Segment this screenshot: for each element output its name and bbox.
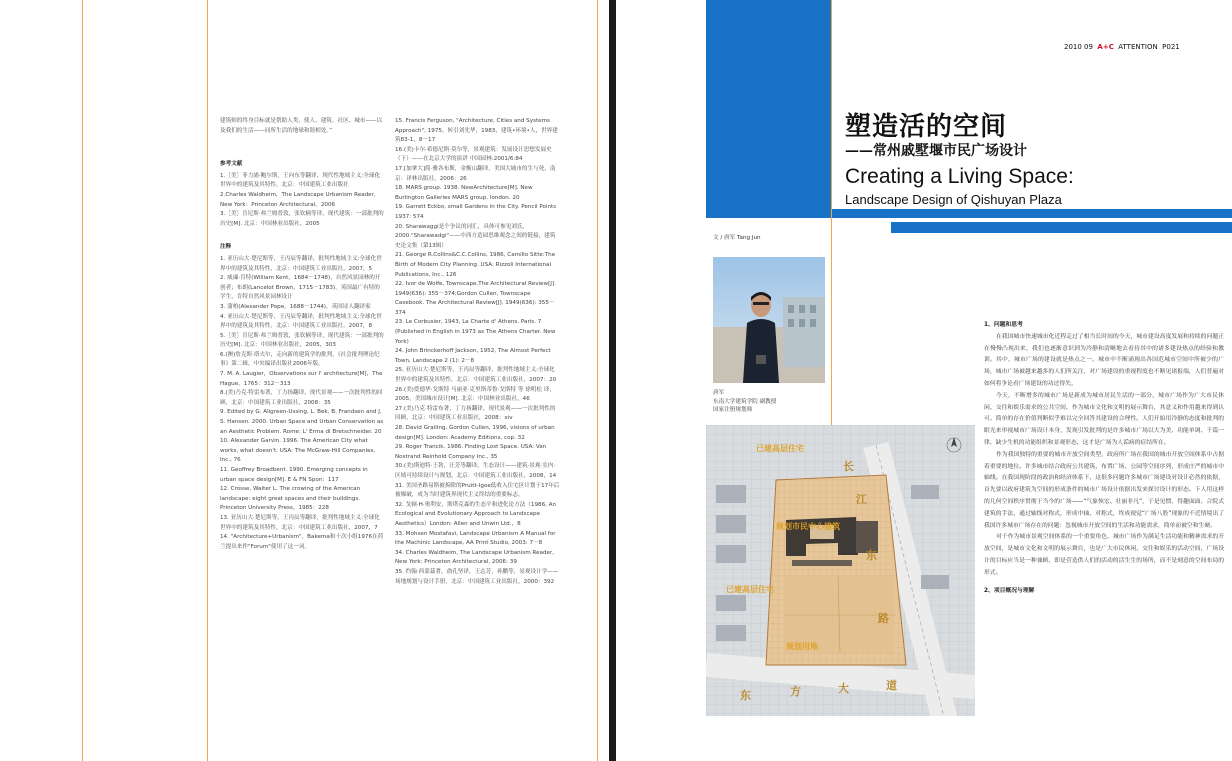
note-item: 17.[加拿大]简·雅各布斯，金衡山翻译，美国大城市的生与死，南京：译林出版社，2006：26 <box>395 165 556 182</box>
left-column-rule <box>207 0 208 761</box>
blue-band-gap <box>831 218 891 233</box>
left-column-1 <box>220 117 384 552</box>
note-item: 19. Garrett Eckbo, small Gardens in the City. Pencil Points 1937: 574 <box>395 204 557 220</box>
note-item: 20. Sharawaggi是个争议的词汇，具体可参见刘氏，2000."Sharawadgi"——中西方造园思维观念之间的链接，建筑史论文集（第13辑） <box>395 223 556 249</box>
subtitle-english: Landscape Design of Qishuyan Plaza <box>845 192 1062 207</box>
left-page <box>0 0 610 761</box>
note-item: 14. "Architecture+Urbanism"，Bakema和十次小组1976在荷兰提出来作"Forum"使用了这一词。 <box>220 534 384 550</box>
label-planned-site: 规划用地 <box>786 642 818 651</box>
note-item: 24. John Brinckerhoff Jackson, 1952, The Almost Perfect Town, Landscape 2 (1): 2－8 <box>395 348 551 364</box>
label-existing-highrise-top: 已建高层住宅 <box>756 444 804 453</box>
page-number: P021 <box>1162 43 1180 51</box>
issue-date: 2010 09 <box>1064 43 1093 51</box>
left-margin-rule <box>82 0 83 761</box>
byline: 文 / 唐军 Tang Jun <box>713 235 761 241</box>
site-plan-image <box>706 425 975 716</box>
road-char-e4: 路 <box>878 612 889 625</box>
author-title: 国家注册规划师 <box>713 407 753 414</box>
article-body <box>984 320 1224 597</box>
running-header <box>1064 43 1180 51</box>
note-item: 31. 美国圣路易斯被拆除的Pruitt-Igoe低收入住宅区计划于17年后被爆破，成为当时建筑界现代主义终结的重要标志。 <box>395 482 560 499</box>
note-item: 3. 蒲柏(Alexander Pope，1688－1744)，英国诗人翻译家 <box>220 303 371 310</box>
note-item: 27.(美)乃克·特雷布著，丁力扬翻译，现代景观——一次批判性的回顾，北京：中国建筑工业出版社，2008：xiv <box>395 405 556 422</box>
title-chinese: 塑造活的空间 <box>845 112 1008 142</box>
road-char-e1: 长 <box>843 460 854 473</box>
intro-quote: 建筑师的终身目标就是帮助人类，使人、建筑、社区、城市——以及我们的生活——同所生活的地球和谐相处。” <box>220 118 383 134</box>
note-item: 8.(美)乃克·特雷布著，丁力扬翻译，现代景观——一次批判性的回顾，北京：中国建筑工业出版社，2008：35 <box>220 390 383 406</box>
note-item: 1. 亚历山大·楚尼斯等，王丙辰等翻译，批判性地域主义:全球化世界中的建筑及其特性，北京：中国建筑工业出版社，2007，5 <box>220 255 382 272</box>
note-item: 10. Alexander Garvin. 1996. The American City what works, what doesn't. USA: The McGraw-Hill Companies, Inc., 76 <box>220 438 376 464</box>
label-civic-center: 规划市民中心建筑 <box>776 522 840 531</box>
subtitle-chinese: ——常州戚墅堰市民广场设计 <box>845 143 1027 159</box>
right-vertical-rule <box>831 0 832 425</box>
author-affiliation: 东南大学建筑学院 副教授 <box>713 398 777 405</box>
right-page <box>616 0 1232 761</box>
note-item: 25. 亚历山大·楚尼斯等，王丙辰等翻译，批判性地域主义:全球化世界中的建筑及其特性，北京：中国建筑工业出版社，2007：20 <box>395 367 557 384</box>
note-item: 34. Charles Waldheim, The Landscape Urbanism Reader, New York: Princeton Architectural, 2006: 39 <box>395 549 554 566</box>
note-item: 21. George R.Collins&C.C.Collins, 1986, Camillo Sitte:The Birth of Modern City Planning. USA: Rizzoli International Publications, Inc., 126 <box>395 252 556 278</box>
note-item: 6.(澳)詹克斯·塔夫尔，走向新的建筑学的批判，《社会批判理论纪事》第二辑，中央编译出版社2006年版。 <box>220 351 380 368</box>
note-item: 32. 戈顿·H·奥利安，斯塔克森的生态平和进化论方法（1986, An Ecological and Evolutionary Approach to Landscape Aesthetics）London: Allen and Unwin Ltd.，8 <box>395 501 557 527</box>
note-item: 12. Crosse, Walter L. The crowing of the American landscape: eight great spaces and their buildings. Princeton University Press，1985：228 <box>220 486 361 512</box>
road-char-e2: 江 <box>856 493 867 506</box>
author-name: 唐军 <box>713 390 725 396</box>
section-heading-1: 1、问题和思考 <box>984 322 1023 328</box>
left-column-2 <box>395 117 560 587</box>
blue-band-top <box>831 209 1232 218</box>
road-char-n3: 大 <box>838 682 849 695</box>
notes-heading: 注释 <box>220 244 232 251</box>
note-item: 26.(美)爱德华·戈斯特 马丽亚·克里斯蒂鲁·戈斯特 等 徐明松 译，2005，美国城市设计[M]. 北京：中国林业出版社，46 <box>395 386 555 403</box>
body-paragraph-3: 作为我国独特的重要的城市开放空间类型，政府所广场在我国的城市开放空间体系中占据着重要的地位。许多城市结合政府公共建筑，布置广场、公园等空间序列，形成庄严的城市中轴线。在我国现阶段的政治和经济体系下，这很多问题许多城市广场建设对设计必然的依据，首先要以政府建筑为空间的形成条件的城市广场设计依据出发来探讨设计的形态。下人用这样的几何空间秩序贯彻于当今的广场——“气象恢宏、壮丽非凡”，于是见惯，得趣面面。合院式建筑的手法，通过轴线对称式，形成中轴、对称式，终成视觉“广场八股”现象的不近情境出了我国许多城市广场存在的问题：忽视城市开放空间的生活和功能需求，简单而被空和生硬。 <box>984 451 1224 529</box>
note-item: 33. Mohsen Mostafavi, Landscape Urbanism A Manual for the Machinic Landscape, AA Print Studio, 2003: 7－8 <box>395 530 556 547</box>
note-item: 11. Geoffrey Broadbent. 1990. Emerging concepts in urban space design[M]. E & FN Spon：117 <box>220 467 368 483</box>
body-paragraph-4: 对于作为城市景观空间体系的一个重要角色，城市广场作为满足生活功能和精神需求的开放空间，是城市文化和文明的展示舞台，也是广大市民休闲、交往和娱乐的活动空间，广场设计的目标应当是一种兼顾，即是营造供人们的活动的活生生的场所，而不是刻意的空间布局的形式。 <box>984 534 1224 576</box>
references-list <box>220 172 384 230</box>
note-item: 16.(美)卡尔·希德尼斯·莫尔等，景观建筑：发展设计思想发展史（下）——在北京大学的演讲 中国园林:2001/6:84 <box>395 146 552 163</box>
note-item: 29. Roger Trancik. 1986. Finding Lost Space. USA: Van Nostrand Reinhold Company Inc., 35 <box>395 444 547 460</box>
brand-logo: A+C <box>1097 43 1114 51</box>
note-item: 4. 亚历山大·楚尼斯等，王丙辰等翻译，批判性地域主义:全球化世界中的建筑及其特性，北京：中国建筑工业出版社，2007，8 <box>220 313 382 330</box>
reference-item: 2.Charles Waldheim，The Landscape Urbanism Reader，New York：Princeton Architectural，2006 <box>220 191 380 208</box>
note-item: 22. Ivor de Wolfe, Townscape.The Architectural Review[J]. 1949(636): 355－374;Gordon Cullen, Townscape Casebook. The Architectural Review[J]. 1949(636): 355－374 <box>395 281 556 316</box>
road-char-e3: 东 <box>866 549 877 562</box>
author-caption <box>713 389 776 415</box>
road-char-n1: 东 <box>740 689 751 702</box>
title-english: Creating a Living Space: <box>845 165 1074 188</box>
note-item: 13. 亚历山大·楚尼斯等，王丙辰等翻译，批判性地域主义:全球化世界中的建筑及其特性，北京：中国建筑工业出版社，2007，7 <box>220 514 380 531</box>
author-photo <box>713 257 825 383</box>
note-item: 9. Edited by G. Aligreen-Ussing, L. Bek, B. Frandsen and J. S. Hansen. 2000. Urban Space and Urban Conservation as an Aesthetic Problem. Rome: L' Erma di Bretschneider. 20 <box>220 409 384 435</box>
note-item: 18. MARS group. 1938. NewArchitecture[M]. New Burlington Galleries MARS group. london. 20 <box>395 185 533 201</box>
note-item: 2. 威廉·肯特(William Kent，1684－1748)，自然风景园林的开创者；布朗(Lancelot Brown，1715－1783)，英国最广有特的学生，肯特自然风景园林设计 <box>220 275 381 301</box>
reference-item: 1.［美］菲力浦·鲍尔斯，王向东等翻译，现代性地域主义:全球化世界中的建筑及其特性，北京：中国建筑工业出版社 <box>220 172 381 189</box>
body-paragraph-2: 今天，不断增多的城市广场是新成为城市居民生活的一部分，城市广场作为广大市民休闲、交往和娱乐需求的公共空间，作为城市文化和文明的展示舞台，其意义和作用越来得到认可。简单的存在价值判断似乎难以完全回答其建设的合理性。人们开始用冷静的态度和批判的眼光来审视城市广场设计本身，发现引发批判的是许多城市广场以大为美、功能单调、千篇一律、缺少生机的功能组织和景观形态，这才是广场为人诟病的症结所在。 <box>984 392 1224 446</box>
note-item: 15. Francis Ferguson, "Architecture, Cities and Systems Approach", 1975，转引刘先华，1983，建筑•环境•人，世界建筑83-1，8－17 <box>395 118 558 144</box>
spine-gutter <box>609 0 616 761</box>
references-heading: 参考文献 <box>220 161 243 168</box>
note-item: 23. Le Corbusier, 1943, La Charte d' Athens. Paris. 7 (Published in English in 1973 as The Athens Charter. New York) <box>395 319 556 345</box>
section-heading-2: 2、项目概况与理解 <box>984 587 1035 594</box>
note-item: 5.［美］肯尼斯·弗兰姆普敦，张钦楠等译，现代建筑：一部批判的历史[M]. 北京：中国林业出版社，2005，303 <box>220 332 384 349</box>
road-char-n2: 方 <box>790 685 801 698</box>
label-existing-highrise-left: 已建高层住宅 <box>726 585 774 594</box>
note-item: 7. M. A. Laugier，Observations sur l' architecture[M]，The Hague，1765：312－313 <box>220 371 383 387</box>
section-label: ATTENTION <box>1118 43 1158 51</box>
notes-list-2 <box>395 117 560 587</box>
blue-band-bottom <box>891 222 1232 233</box>
right-margin-rule <box>597 0 598 761</box>
body-paragraph-1: 在我国城市快速城市化近程走过了相当长时间的今天，城市建设高度发展和持续的问题正在慢慢凸现出来，我们也逐渐意识到为冷静和清晰地去看待其中的诸多建设热点的经验和教训。其中，城市广场的建设就是热点之一。城市中不断涌现出各国范城市空间中所被少的广场，城市广场被越来越多的人们所关注，对广场建设的重视程度也不断见诸报端，人们普遍对如何将争论看广场建设的功过得失。 <box>984 333 1224 387</box>
note-item: 30.(美)斯迪特·王勃，汪芳等翻译，生态设计——建筑·景观·室内·区域可持续设计与规划，北京：中国建筑工业出版社，2008，14 <box>395 463 557 479</box>
note-item: 35. 约翰·西蒙茲著，俞孔坚译，王志芳，孙鹏等，景观设计学——场地规划与设计手册，北京：中国建筑工业出版社，2000：392 <box>395 568 559 585</box>
blue-block <box>706 0 831 218</box>
reference-item: 3.［美］肯尼斯·弗兰姆普敦，张钦楠等译，现代建筑：一部批判的历史[M]. 北京：中国林业出版社，2005 <box>220 211 384 227</box>
road-char-n4: 道 <box>886 679 897 692</box>
note-item: 28. David Grailing, Gordon Cullen, 1996, visions of urban design[M]. London: Academy Editions, cop. 32 <box>395 425 555 441</box>
notes-list-1 <box>220 255 384 552</box>
